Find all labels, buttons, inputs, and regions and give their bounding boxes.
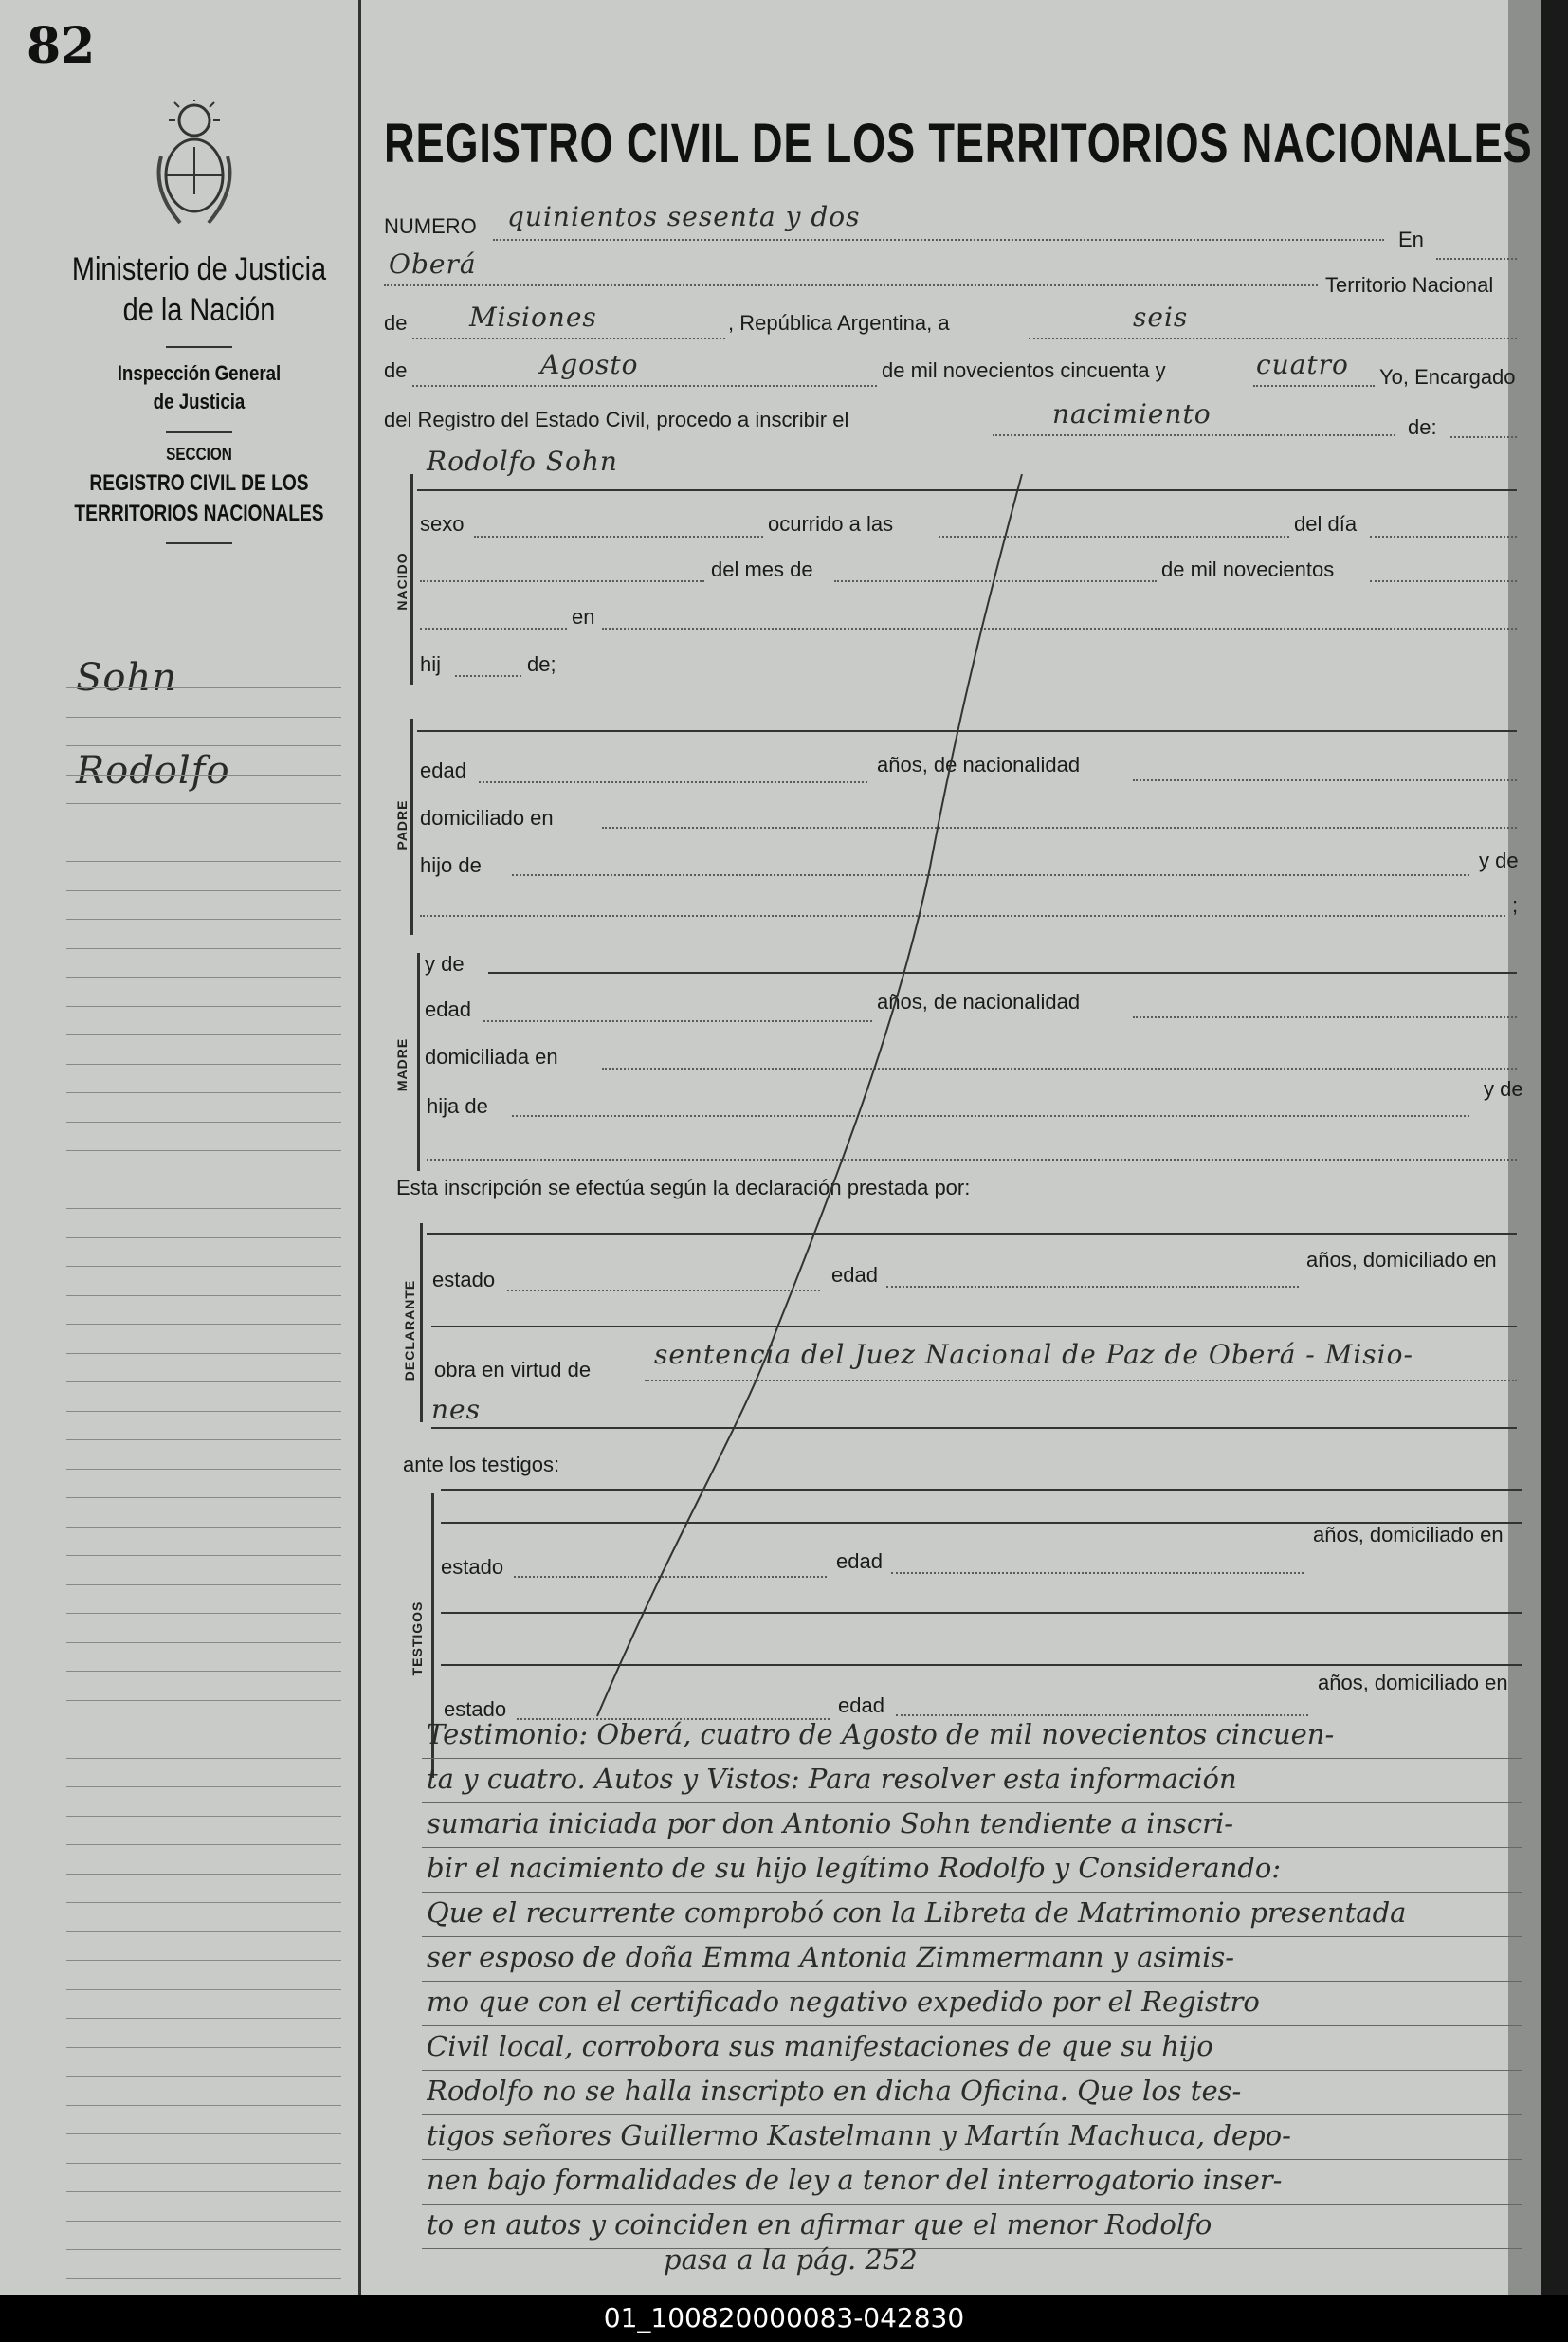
del-dia-label: del día — [1294, 512, 1358, 536]
madre-bracket — [417, 953, 420, 1171]
testimony-line: Civil local, corrobora sus manifestaciones de que su hijo — [427, 2030, 1213, 2062]
month-value: Agosto — [540, 349, 639, 380]
margin-rule — [66, 2133, 341, 2134]
margin-rule — [66, 2191, 341, 2192]
testimony-rule — [422, 1936, 1522, 1937]
margin-rule — [66, 1902, 341, 1903]
margin-rule — [66, 1324, 341, 1325]
testigo1-estado-label: estado — [441, 1555, 504, 1579]
margin-rule — [66, 2249, 341, 2250]
margin-rule — [66, 919, 341, 920]
ocurrido-label: ocurrido a las — [768, 512, 894, 536]
margin-rule — [66, 2047, 341, 2048]
person-value: Rodolfo Sohn — [427, 446, 618, 477]
del-mes-label: del mes de — [711, 558, 813, 581]
margin-rule — [66, 1555, 341, 1556]
madre-dom-label: domiciliada en — [425, 1045, 558, 1069]
territorio-label: Territorio Nacional — [1325, 273, 1494, 297]
padre-y-de-label: y de — [1479, 849, 1519, 872]
testimony-line: Que el recurrente comprobó con la Libreta de Matrimonio presentada — [427, 1896, 1407, 1929]
margin-rule — [66, 1758, 341, 1759]
margin-rule — [66, 1064, 341, 1065]
margin-rule — [66, 687, 341, 688]
testimony-line: bir el nacimiento de su hijo legítimo Rodolfo y Considerando: — [427, 1852, 1282, 1884]
testimony-rule — [422, 1758, 1522, 1759]
declarante-anos-dom-label: años, domiciliado en — [1306, 1248, 1497, 1272]
place-field — [384, 284, 1318, 286]
margin-rule — [66, 1874, 341, 1875]
year-label: de mil novecientos cincuenta y — [882, 358, 1166, 382]
margin-rule — [66, 890, 341, 891]
madre-hija-de-label: hija de — [427, 1094, 488, 1118]
margin-rule — [66, 1381, 341, 1382]
margin-rule — [66, 1844, 341, 1845]
de-label: de — [384, 311, 408, 335]
encargado-label: Yo, Encargado — [1379, 365, 1516, 389]
sidebar-surname: Sohn — [76, 656, 178, 700]
margin-rule — [66, 1671, 341, 1672]
testigo1-edad-label: edad — [836, 1549, 883, 1573]
lugar-field — [420, 628, 567, 630]
obra-label: obra en virtud de — [434, 1358, 592, 1381]
territory-field — [412, 338, 725, 339]
en-nacido-label: en — [572, 605, 595, 629]
declarante-estado-label: estado — [432, 1268, 496, 1291]
sexo-label: sexo — [420, 512, 465, 536]
margin-rule — [66, 1931, 341, 1932]
margin-rule — [66, 1960, 341, 1961]
dia-field — [1370, 536, 1517, 538]
margin-rule — [66, 2105, 341, 2106]
nacido-bracket — [410, 474, 413, 685]
act-field — [993, 434, 1395, 436]
act-value: nacimiento — [1052, 398, 1212, 430]
testigos-intro: ante los testigos: — [403, 1453, 560, 1476]
hij-field — [455, 675, 521, 677]
margin-rule — [66, 948, 341, 949]
margin-rule — [66, 1642, 341, 1643]
de-label-2: de — [384, 358, 408, 382]
testimony-line: ta y cuatro. Autos y Vistos: Para resolver esta información — [427, 1763, 1237, 1795]
madre-y-de-top-label: y de — [425, 952, 465, 976]
month-field — [412, 385, 877, 387]
padre-label: PADRE — [394, 799, 410, 851]
margin-rule — [66, 1411, 341, 1412]
margin-rule — [66, 745, 341, 746]
testimony-line: ser esposo de doña Emma Antonia Zimmermann y asimis- — [427, 1941, 1235, 1973]
madre-nac-field — [1133, 1016, 1517, 1018]
testigos-label: TESTIGOS — [410, 1601, 425, 1676]
margin-rule — [66, 1469, 341, 1470]
column-divider — [358, 0, 361, 2295]
margin-rule — [66, 1006, 341, 1007]
margin-rule — [66, 1092, 341, 1093]
margin-rule — [66, 861, 341, 862]
hij-label: hij — [420, 652, 442, 676]
de-colon-field — [1450, 436, 1517, 438]
section-line-2: TERRITORIOS NACIONALES — [74, 501, 324, 526]
nacido-label: NACIDO — [394, 552, 410, 611]
margin-rule — [66, 1295, 341, 1296]
testimony-line: to en autos y coinciden en afirmar que el menor Rodolfo — [427, 2208, 1212, 2241]
madre-edad-label: edad — [425, 997, 471, 1021]
margin-rule — [66, 717, 341, 718]
margin-rule — [66, 1613, 341, 1614]
margin-rule — [66, 2163, 341, 2164]
margin-rule — [66, 1266, 341, 1267]
margin-rule — [66, 1527, 341, 1528]
sidebar-divider — [166, 346, 232, 348]
de-colon-label: de: — [1408, 415, 1437, 439]
margin-rule — [66, 1353, 341, 1354]
padre-nac-label: años, de nacionalidad — [877, 753, 1081, 777]
sidebar-divider — [166, 542, 232, 544]
testigo2-estado-label: estado — [444, 1697, 507, 1721]
padre-semicolon: ; — [1512, 893, 1519, 917]
testigo2-edad-label: edad — [838, 1693, 884, 1717]
testimony-rule — [422, 1847, 1522, 1848]
sidebar-given-name: Rodolfo — [76, 749, 230, 793]
section-line-1: REGISTRO CIVIL DE LOS — [89, 470, 309, 496]
testimony-line: mo que con el certificado negativo expedido por el Registro — [427, 1985, 1260, 2018]
margin-rule — [66, 977, 341, 978]
ministry-line-2: de la Nación — [122, 292, 276, 328]
margin-rule — [66, 1150, 341, 1151]
anio-field — [1370, 580, 1517, 582]
padre-dom-label: domiciliado en — [420, 806, 554, 830]
day-field — [1029, 338, 1517, 339]
en-label: En — [1398, 228, 1424, 251]
place-value: Oberá — [389, 248, 477, 280]
obra-value: sentencia del Juez Nacional de Paz de Oberá - Misio- — [654, 1339, 1413, 1370]
testimony-rule — [422, 2025, 1522, 2026]
margin-rule — [66, 1034, 341, 1035]
numero-label: NUMERO — [384, 214, 477, 238]
margin-rule — [66, 1237, 341, 1238]
mil-nov-label: de mil novecientos — [1161, 558, 1335, 581]
madre-y-de-label: y de — [1484, 1077, 1523, 1101]
republica-label: , República Argentina, a — [728, 311, 950, 335]
margin-rule — [66, 1497, 341, 1498]
testimony-line: Testimonio: Oberá, cuatro de Agosto de mil novecientos cincuen- — [427, 1718, 1335, 1750]
testimony-rule — [422, 1981, 1522, 1982]
margin-rule — [66, 1584, 341, 1585]
cancel-stroke — [569, 474, 1043, 1726]
footer-id: 01_100820000083-042830 — [0, 2295, 1568, 2342]
madre-label: MADRE — [394, 1037, 410, 1092]
margin-rule — [66, 775, 341, 776]
testimony-line: tigos señores Guillermo Kastelmann y Martín Machuca, depo- — [427, 2119, 1291, 2151]
testimony-rule — [422, 2114, 1522, 2115]
registro-label: del Registro del Estado Civil, procedo a inscribir el — [384, 408, 849, 431]
coat-of-arms-icon — [152, 100, 237, 232]
testimony-rule — [422, 1892, 1522, 1893]
numero-value: quinientos sesenta y dos — [507, 201, 861, 232]
testimony-line: pasa a la pág. 252 — [664, 2243, 918, 2276]
sidebar-divider — [166, 431, 232, 433]
padre-edad-label: edad — [420, 759, 466, 782]
margin-rule — [66, 1700, 341, 1701]
margin-rule — [66, 1989, 341, 1990]
margin-rule — [66, 1786, 341, 1787]
madre-nac-label: años, de nacionalidad — [877, 990, 1081, 1014]
page-number: 82 — [27, 17, 96, 75]
testigo2-anos-dom-label: años, domiciliado en — [1318, 1671, 1508, 1694]
testimony-rule — [422, 2159, 1522, 2160]
margin-rule — [66, 2076, 341, 2077]
numero-field — [493, 239, 1384, 241]
obra-value-2: nes — [431, 1394, 481, 1425]
margin-rule — [66, 2221, 341, 2222]
de-semicolon-label: de; — [527, 652, 556, 676]
testimony-rule — [422, 1802, 1522, 1803]
en-field — [1436, 258, 1517, 260]
inspection-line-1: Inspección General — [117, 361, 282, 385]
margin-rule — [66, 2278, 341, 2279]
declarante-bracket — [420, 1223, 423, 1422]
inspection-line-2: de Justicia — [153, 390, 246, 413]
year-field — [1253, 385, 1375, 387]
declarante-label: DECLARANTE — [402, 1279, 417, 1381]
margin-rule — [66, 1816, 341, 1817]
year-value: cuatro — [1256, 349, 1349, 380]
ministry-line-1: Ministerio de Justicia — [71, 251, 327, 287]
margin-rule — [66, 1208, 341, 1209]
form-title: REGISTRO CIVIL DE LOS TERRITORIOS NACIONALES — [384, 113, 1533, 174]
margin-rule — [66, 2018, 341, 2019]
testimony-line: sumaria iniciada por don Antonio Sohn tendiente a inscri- — [427, 1807, 1234, 1839]
testimony-line: nen bajo formalidades de ley a tenor del interrogatorio inser- — [427, 2164, 1283, 2196]
declaration-text: Esta inscripción se efectúa según la declaración prestada por: — [396, 1176, 971, 1199]
testimony-line: Rodolfo no se halla inscripto en dicha Oficina. Que los tes- — [427, 2075, 1242, 2107]
margin-rule — [66, 1122, 341, 1123]
territory-value: Misiones — [469, 302, 597, 333]
testigo1-anos-dom-label: años, domiciliado en — [1313, 1523, 1504, 1546]
padre-bracket — [410, 719, 413, 935]
testimony-rule — [422, 2070, 1522, 2071]
testimony-rule — [422, 2204, 1522, 2205]
declarante-edad-label: edad — [831, 1263, 878, 1287]
padre-nac-field — [1133, 779, 1517, 781]
margin-rule — [66, 803, 341, 804]
padre-hijo-de-label: hijo de — [420, 853, 482, 877]
day-value: seis — [1133, 302, 1189, 333]
section-label: SECCION — [166, 445, 232, 464]
margin-rule — [66, 1439, 341, 1440]
